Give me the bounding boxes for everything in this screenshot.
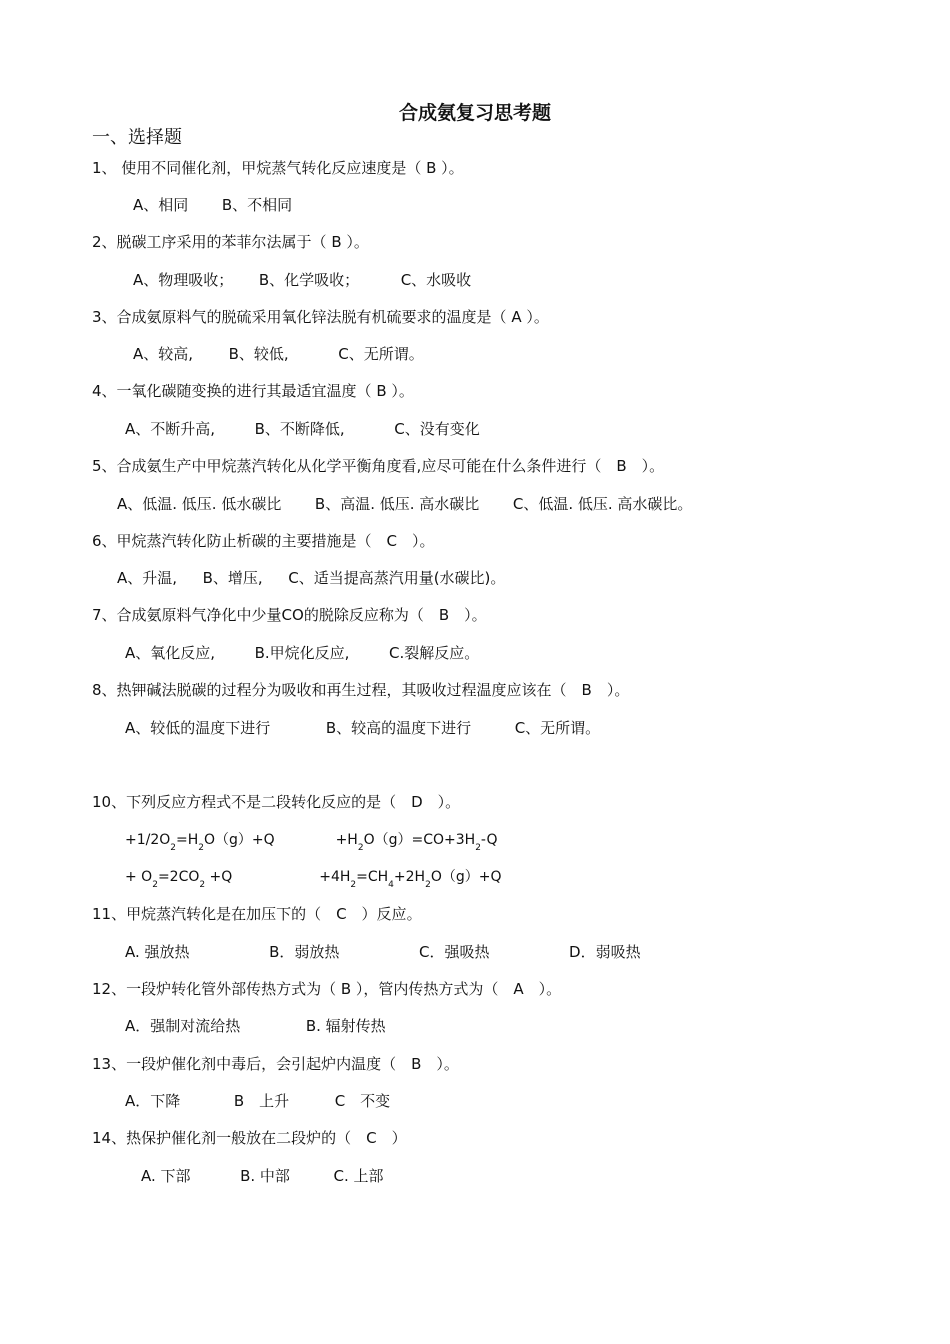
option-c: C、低温. 低压. 高水碳比。 — [512, 495, 693, 513]
option-c: C.裂解反应。 — [388, 644, 480, 662]
option-b: B、较高的温度下进行 — [325, 719, 472, 737]
option-b: B、化学吸收； — [258, 271, 360, 289]
question-13: 13、一段炉催化剂中毒后，会引起炉内温度（ B ）。 — [92, 1055, 459, 1073]
option-b: B、较低, — [228, 345, 289, 363]
option-b: B. 中部 — [240, 1167, 290, 1185]
option-a: A、较高, — [133, 345, 194, 363]
question-4: 4、一氧化碳随变换的进行其最适宜温度（ B ）。 — [92, 382, 414, 400]
options-3 — [133, 344, 424, 364]
option-c: C、无所谓。 — [514, 719, 601, 737]
option-a: A、相同 — [133, 196, 189, 214]
option-c: C．强吸热 — [418, 943, 490, 961]
option-c: C、无所谓。 — [338, 345, 424, 363]
equation-3: + $O_2=2CO_2 +Q$ — [125, 869, 233, 890]
option-b: B、不断降低, — [254, 420, 345, 438]
option-b: B、高温. 低压. 高水碳比 — [314, 495, 480, 513]
equation-2: $+H_2O(g)=CO+3H_2-Q$ — [335, 832, 498, 853]
option-a: A. 强放热 — [125, 943, 190, 961]
option-b: B. 辐射传热 — [305, 1017, 386, 1035]
options-11 — [125, 942, 641, 962]
question-3: 3、合成氨原料气的脱硫采用氧化锌法脱有机硫要求的温度是（ A ）。 — [92, 308, 549, 326]
question-1: 1、 使用不同催化剂，甲烷蒸气转化反应速度是（ B ）。 — [92, 159, 464, 177]
option-b: B、增压, — [202, 569, 263, 587]
question-8: 8、热钾碱法脱碳的过程分为吸收和再生过程，其吸收过程温度应该在（ B ）。 — [92, 681, 630, 699]
option-c: C 不变 — [334, 1092, 391, 1110]
options-7 — [125, 643, 479, 663]
option-c: C、没有变化 — [394, 420, 480, 438]
question-11: 11、甲烷蒸汽转化是在加压下的（ C ）反应。 — [92, 905, 422, 923]
options-14 — [141, 1166, 384, 1186]
section-heading: 一、选择题 — [92, 127, 182, 148]
equation-row-1 — [125, 830, 498, 853]
option-a: A．强制对流给热 — [125, 1017, 241, 1035]
option-c: C、水吸收 — [400, 271, 472, 289]
question-7: 7、合成氨原料气净化中少量CO的脱除反应称为（ B ）。 — [92, 606, 487, 624]
option-d: D．弱吸热 — [569, 943, 641, 961]
option-a: A、不断升高, — [125, 420, 216, 438]
options-13 — [125, 1091, 390, 1111]
option-b: B．弱放热 — [269, 943, 340, 961]
option-a: A、低温. 低压. 低水碳比 — [117, 495, 282, 513]
question-2: 2、脱碳工序采用的苯菲尔法属于（ B ）。 — [92, 233, 369, 251]
option-b: B 上升 — [233, 1092, 290, 1110]
option-a: A、氧化反应, — [125, 644, 216, 662]
options-12 — [125, 1016, 386, 1036]
question-6: 6、甲烷蒸汽转化防止析碳的主要措施是（ C ）。 — [92, 532, 435, 550]
options-1 — [133, 195, 292, 215]
options-8 — [125, 718, 600, 738]
document-title: 合成氨复习思考题 — [398, 102, 551, 124]
equation-row-2 — [125, 867, 502, 890]
question-10: 10、下列反应方程式不是二段转化反应的是（ D ）。 — [92, 793, 461, 811]
option-c: C、适当提高蒸汽用量(水碳比)。 — [288, 569, 506, 587]
option-a: A、物理吸收； — [133, 271, 234, 289]
options-6 — [117, 568, 505, 588]
option-a: A、较低的温度下进行 — [125, 719, 271, 737]
option-a: A．下降 — [125, 1092, 181, 1110]
option-a: A. 下部 — [141, 1167, 191, 1185]
question-5: 5、合成氨生产中甲烷蒸汽转化从化学平衡角度看,应尽可能在什么条件进行（ B ）。 — [92, 457, 665, 475]
option-c: C. 上部 — [333, 1167, 384, 1185]
options-2 — [133, 270, 471, 290]
option-a: A、升温, — [117, 569, 178, 587]
question-12: 12、一段炉转化管外部传热方式为（ B ），管内传热方式为（ A ）。 — [92, 980, 562, 998]
equation-1: $+1/2O_2=H_2O(g)+Q$ — [125, 832, 275, 853]
options-4 — [125, 419, 480, 439]
options-5 — [117, 494, 692, 514]
equation-4: $+4H_2=CH_4+2H_2O(g)+Q$ — [319, 869, 502, 890]
option-b: B.甲烷化反应, — [254, 644, 350, 662]
question-14: 14、热保护催化剂一般放在二段炉的（ C ） — [92, 1129, 407, 1147]
option-b: B、不相同 — [221, 196, 293, 214]
